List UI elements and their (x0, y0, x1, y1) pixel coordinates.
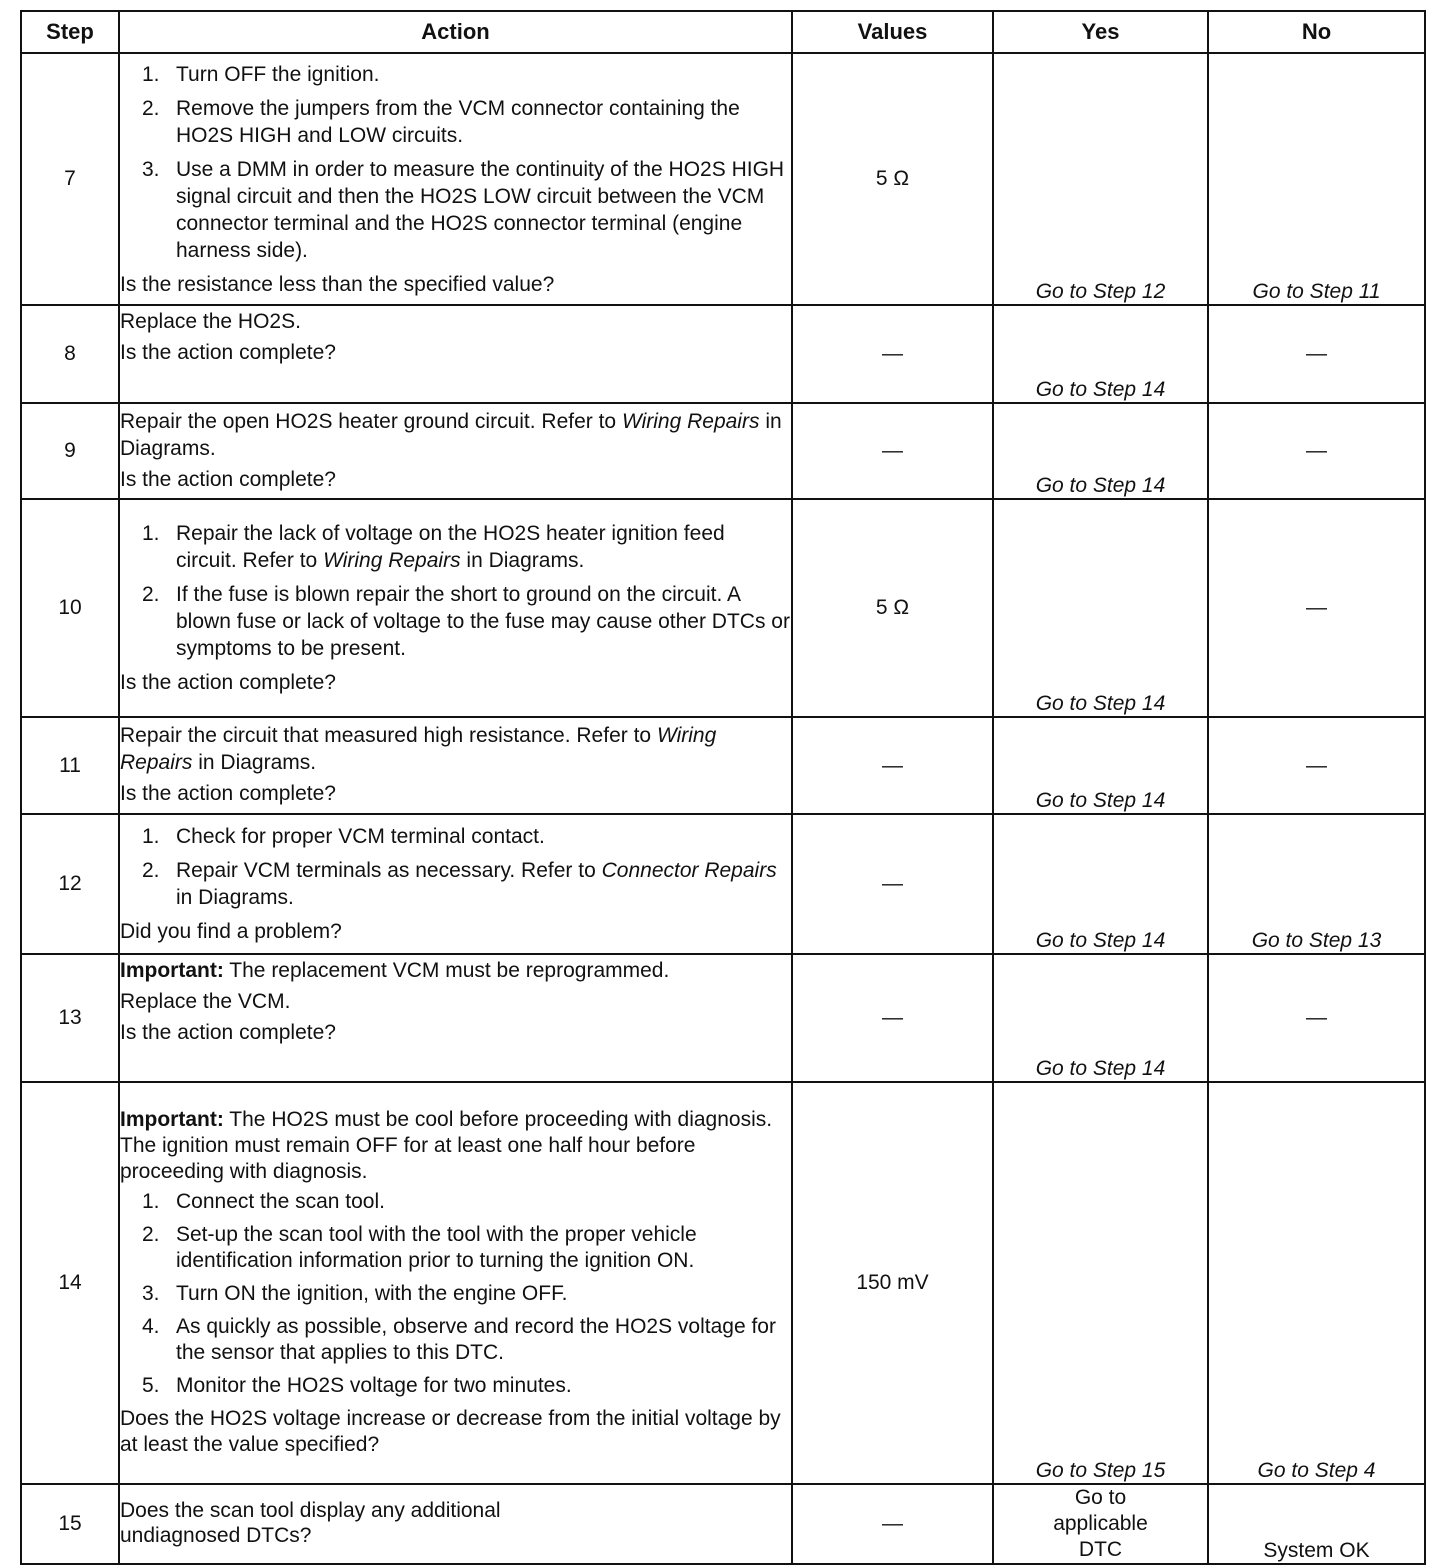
reference-link: Wiring Repairs (621, 409, 760, 433)
list-item-text: Set-up the scan tool with the tool with the proper vehicle identification information prior to turning the ignition ON. (176, 1222, 697, 1272)
list-item: 2. Set-up the scan tool with the tool with the proper vehicle identification information prior to turning the ignition ON. (142, 1222, 697, 1272)
important-label: Important: (120, 1107, 224, 1131)
important-text: The HO2S must be cool before proceeding with diagnosis. The ignition must remain OFF for at least one half hour before proceeding with diagnosis. (120, 1107, 773, 1183)
yes-cell (993, 1484, 1208, 1564)
header-action: Action (119, 11, 792, 53)
yes-cell: Go to Step 12 (993, 53, 1208, 305)
question-text: Is the action complete? (120, 671, 336, 694)
step-number: 10 (21, 499, 119, 717)
diagnostic-table (20, 10, 1426, 1565)
step-number: 8 (21, 305, 119, 403)
action-text (120, 408, 791, 462)
no-cell: Go to Step 11 (1208, 53, 1425, 305)
action-cell (119, 53, 792, 305)
value-cell: — (792, 954, 993, 1082)
value-cell: — (792, 717, 993, 814)
reference-link: Wiring Repairs (120, 724, 717, 774)
list-item-text: Repair VCM terminals as necessary. Refer to (176, 859, 596, 882)
action-text: Replace the HO2S. (120, 310, 301, 333)
list-item: 2. Repair VCM terminals as necessary. Refer to Connector Repairs in Diagrams. (142, 859, 777, 909)
action-text-part: in Diagrams. (120, 409, 782, 460)
table-row (21, 499, 1425, 717)
no-cell: — (1208, 305, 1425, 403)
value-cell: — (792, 814, 993, 954)
list-item-text: As quickly as possible, observe and record the HO2S voltage for the sensor that applies to this DTC. (176, 1314, 776, 1364)
step-number: 7 (21, 53, 119, 305)
no-cell: System OK (1208, 1484, 1425, 1564)
action-cell (119, 305, 792, 403)
question-text: Did you find a problem? (120, 920, 342, 943)
yes-cell-text: Go to applicable DTC (1053, 1486, 1148, 1561)
table-row (21, 1082, 1425, 1484)
action-cell (119, 1484, 792, 1564)
value-cell: — (792, 305, 993, 403)
table-row (21, 305, 1425, 403)
yes-cell: Go to Step 14 (993, 717, 1208, 814)
important-note (120, 957, 791, 984)
yes-cell: Go to Step 15 (993, 1082, 1208, 1484)
step-number: 11 (21, 717, 119, 814)
action-cell (119, 403, 792, 499)
step-number: 13 (21, 954, 119, 1082)
value-cell: — (792, 1484, 993, 1564)
header-no: No (1208, 11, 1425, 53)
list-item-text: in Diagrams. (466, 549, 585, 572)
value-cell: 150 mV (792, 1082, 993, 1484)
important-note (120, 1107, 791, 1185)
list-item-text: Remove the jumpers from the VCM connector containing the HO2S HIGH and LOW circuits. (176, 96, 740, 147)
header-yes: Yes (993, 11, 1208, 53)
list-item-text: Turn OFF the ignition. (176, 62, 380, 86)
important-text: The replacement VCM must be reprogrammed. (229, 959, 670, 982)
list-item-text: Check for proper VCM terminal contact. (176, 825, 545, 848)
header-step: Step (21, 11, 119, 53)
value-cell: 5 Ω (792, 499, 993, 717)
question-text: Does the HO2S voltage increase or decrease from the initial voltage by at least the value specified? (120, 1406, 781, 1456)
step-number: 15 (21, 1484, 119, 1564)
list-item: 1. Connect the scan tool. (142, 1189, 385, 1213)
list-item-text: Use a DMM in order to measure the continuity of the HO2S HIGH signal circuit and then the HO2S LOW circuit between the VCM connector terminal and the HO2S connector terminal (engine harness side). (176, 157, 785, 262)
header-values: Values (792, 11, 993, 53)
value-cell: 5 Ω (792, 53, 993, 305)
list-item: 5. Monitor the HO2S voltage for two minutes. (142, 1373, 572, 1397)
yes-cell: Go to Step 14 (993, 305, 1208, 403)
action-cell (119, 954, 792, 1082)
list-item: 4. As quickly as possible, observe and record the HO2S voltage for the sensor that applies to this DTC. (142, 1314, 776, 1364)
action-text: Replace the VCM. (120, 990, 291, 1013)
table-row (21, 403, 1425, 499)
list-item: 3. Use a DMM in order to measure the continuity of the HO2S HIGH signal circuit and then the HO2S LOW circuit between the VCM connector terminal and the HO2S connector terminal (engine harness side). (142, 157, 785, 262)
list-item: 3. Turn ON the ignition, with the engine OFF. (142, 1281, 568, 1305)
list-item: 1. Repair the lack of voltage on the HO2S heater ignition feed circuit. Refer to Wiring Repairs in Diagrams. (142, 522, 725, 572)
list-item: 1. Turn OFF the ignition. (142, 62, 380, 86)
question-text: Is the action complete? (120, 341, 336, 364)
step-number: 12 (21, 814, 119, 954)
table-row (21, 954, 1425, 1082)
reference-link: Wiring Repairs (323, 549, 461, 572)
table-row (21, 1484, 1425, 1564)
list-item-text: Repair the lack of voltage on the HO2S heater ignition feed circuit. Refer to (176, 522, 725, 572)
question-text: Is the action complete? (120, 782, 336, 805)
important-label: Important: (120, 959, 224, 982)
action-cell (119, 1082, 792, 1484)
question-text: Is the action complete? (120, 467, 336, 491)
table-row (21, 814, 1425, 954)
list-item-text: Monitor the HO2S voltage for two minutes. (176, 1373, 572, 1397)
question-text: Is the action complete? (120, 1021, 336, 1044)
list-item-text: If the fuse is blown repair the short to ground on the circuit. A blown fuse or lack of voltage to the fuse may cause other DTCs or symptoms to be present. (176, 583, 790, 660)
list-item-text: Turn ON the ignition, with the engine OFF. (176, 1281, 568, 1305)
question-text: Does the scan tool display any additional undiagnosed DTCs? (120, 1499, 501, 1547)
no-cell: — (1208, 954, 1425, 1082)
action-text (120, 722, 791, 776)
step-number: 9 (21, 403, 119, 499)
yes-cell: Go to Step 14 (993, 954, 1208, 1082)
action-list (120, 1189, 791, 1399)
action-list (120, 823, 791, 911)
action-cell (119, 717, 792, 814)
list-item-text: Connect the scan tool. (176, 1189, 385, 1213)
no-cell: — (1208, 499, 1425, 717)
action-text-part: Repair the circuit that measured high resistance. Refer to (120, 724, 652, 747)
action-cell (119, 814, 792, 954)
no-cell: Go to Step 4 (1208, 1082, 1425, 1484)
action-text-part: in Diagrams. (198, 751, 317, 774)
no-cell: — (1208, 403, 1425, 499)
no-cell: Go to Step 13 (1208, 814, 1425, 954)
yes-cell: Go to Step 14 (993, 499, 1208, 717)
action-list (120, 520, 791, 662)
action-list (120, 61, 791, 264)
action-text-part: Repair the open HO2S heater ground circuit. Refer to (120, 409, 617, 433)
table-row (21, 53, 1425, 305)
list-item: 2. If the fuse is blown repair the short to ground on the circuit. A blown fuse or lack of voltage to the fuse may cause other DTCs or symptoms to be present. (142, 583, 790, 660)
list-item-text: in Diagrams. (176, 886, 294, 909)
step-number: 14 (21, 1082, 119, 1484)
yes-cell: Go to Step 14 (993, 403, 1208, 499)
no-cell: — (1208, 717, 1425, 814)
reference-link: Connector Repairs (601, 859, 777, 882)
question-text: Is the resistance less than the specified value? (120, 272, 555, 296)
value-cell: — (792, 403, 993, 499)
list-item: 1. Check for proper VCM terminal contact. (142, 825, 545, 848)
header-row (21, 11, 1425, 53)
table-row (21, 717, 1425, 814)
yes-cell: Go to Step 14 (993, 814, 1208, 954)
list-item: 2. Remove the jumpers from the VCM connector containing the HO2S HIGH and LOW circuits. (142, 96, 740, 147)
action-cell (119, 499, 792, 717)
